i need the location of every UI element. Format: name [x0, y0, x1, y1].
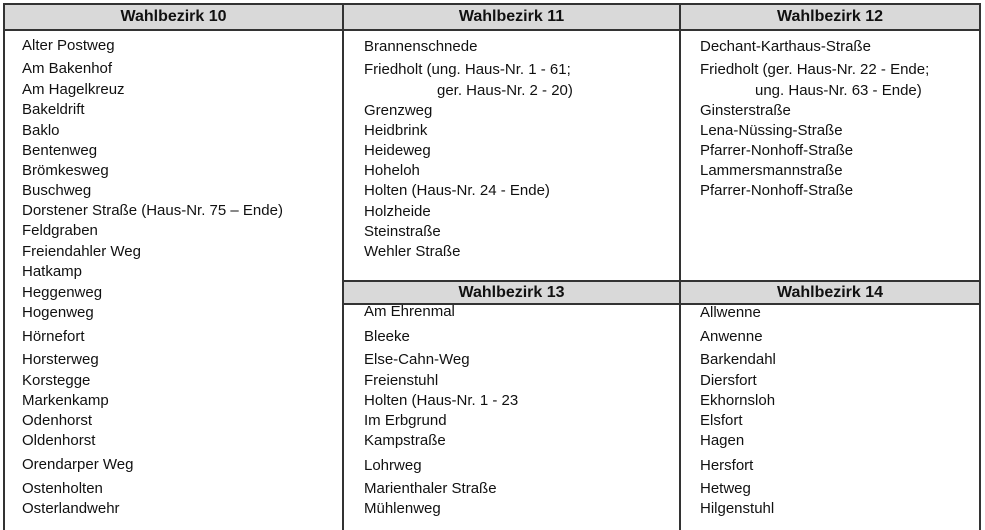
street-name: ung. Haus-Nr. 63 - Ende): [755, 82, 922, 99]
street-name: Else-Cahn-Weg: [364, 351, 470, 368]
street-name: Heggenweg: [22, 284, 103, 301]
street-name: Brannenschnede: [364, 38, 478, 55]
street-name: Hagen: [700, 432, 745, 449]
street-name: Feldgraben: [22, 222, 98, 239]
street-name: Bleeke: [364, 328, 410, 345]
street-name: Grenzweg: [364, 102, 433, 119]
column-divider: [679, 3, 681, 530]
street-name: Lena-Nüssing-Straße: [700, 122, 843, 139]
street-name: Hörnefort: [22, 328, 85, 345]
street-name: Markenkamp: [22, 392, 109, 409]
street-name: Barkendahl: [700, 351, 776, 368]
district-header: Wahlbezirk 13: [344, 282, 679, 303]
street-name: Hoheloh: [364, 162, 420, 179]
street-name: Hilgenstuhl: [700, 500, 775, 517]
street-name: Elsfort: [700, 412, 743, 429]
street-name: Allwenne: [700, 304, 761, 321]
header-divider: [5, 29, 979, 31]
street-name: Marienthaler Straße: [364, 480, 497, 497]
street-name: Kampstraße: [364, 432, 446, 449]
street-name: Am Hagelkreuz: [22, 81, 125, 98]
street-name: Heideweg: [364, 142, 431, 159]
district-header: Wahlbezirk 10: [5, 5, 342, 29]
street-name: ger. Haus-Nr. 2 - 20): [437, 82, 573, 99]
street-name: Pfarrer-Nonhoff-Straße: [700, 142, 854, 159]
street-name: Lammersmannstraße: [700, 162, 843, 179]
street-name: Diersfort: [700, 372, 757, 389]
street-name: Mühlenweg: [364, 500, 441, 517]
street-name: Im Erbgrund: [364, 412, 447, 429]
street-name: Alter Postweg: [22, 37, 115, 54]
street-name: Friedholt (ung. Haus-Nr. 1 - 61;: [364, 61, 571, 78]
street-name: Oldenhorst: [22, 432, 96, 449]
street-name: Odenhorst: [22, 412, 93, 429]
district-header: Wahlbezirk 11: [344, 5, 679, 29]
street-name: Hersfort: [700, 457, 754, 474]
street-name: Freiendahler Weg: [22, 243, 141, 260]
street-name: Am Ehrenmal: [364, 303, 455, 320]
street-name: Freienstuhl: [364, 372, 439, 389]
street-name: Hogenweg: [22, 304, 94, 321]
street-name: Wehler Straße: [364, 243, 461, 260]
column-divider: [342, 3, 344, 530]
street-name: Steinstraße: [364, 223, 441, 240]
street-name: Friedholt (ger. Haus-Nr. 22 - Ende;: [700, 61, 930, 78]
street-name: Ekhornsloh: [700, 392, 776, 409]
street-name: Horsterweg: [22, 351, 99, 368]
street-name: Lohrweg: [364, 457, 422, 474]
street-name: Osterlandwehr: [22, 500, 120, 517]
street-name: Holten (Haus-Nr. 24 - Ende): [364, 182, 550, 199]
street-name: Buschweg: [22, 182, 92, 199]
street-name: Dechant-Karthaus-Straße: [700, 38, 871, 55]
street-name: Ostenholten: [22, 480, 103, 497]
district-header: Wahlbezirk 14: [681, 282, 979, 303]
street-name: Orendarper Weg: [22, 456, 134, 473]
street-name: Hetweg: [700, 480, 751, 497]
street-name: Baklo: [22, 122, 60, 139]
street-name: Am Bakenhof: [22, 60, 113, 77]
street-name: Korstegge: [22, 372, 91, 389]
street-name: Brömkesweg: [22, 162, 109, 179]
street-name: Bakeldrift: [22, 101, 85, 118]
street-name: Dorstener Straße (Haus-Nr. 75 – Ende): [22, 202, 283, 219]
street-name: Bentenweg: [22, 142, 98, 159]
street-name: Hatkamp: [22, 263, 83, 280]
street-name: Holten (Haus-Nr. 1 - 23: [364, 392, 519, 409]
district-header: Wahlbezirk 12: [681, 5, 979, 29]
street-name: Heidbrink: [364, 122, 428, 139]
street-name: Holzheide: [364, 203, 431, 220]
street-name: Ginsterstraße: [700, 102, 791, 119]
street-name: Anwenne: [700, 328, 763, 345]
street-name: Pfarrer-Nonhoff-Straße: [700, 182, 854, 199]
